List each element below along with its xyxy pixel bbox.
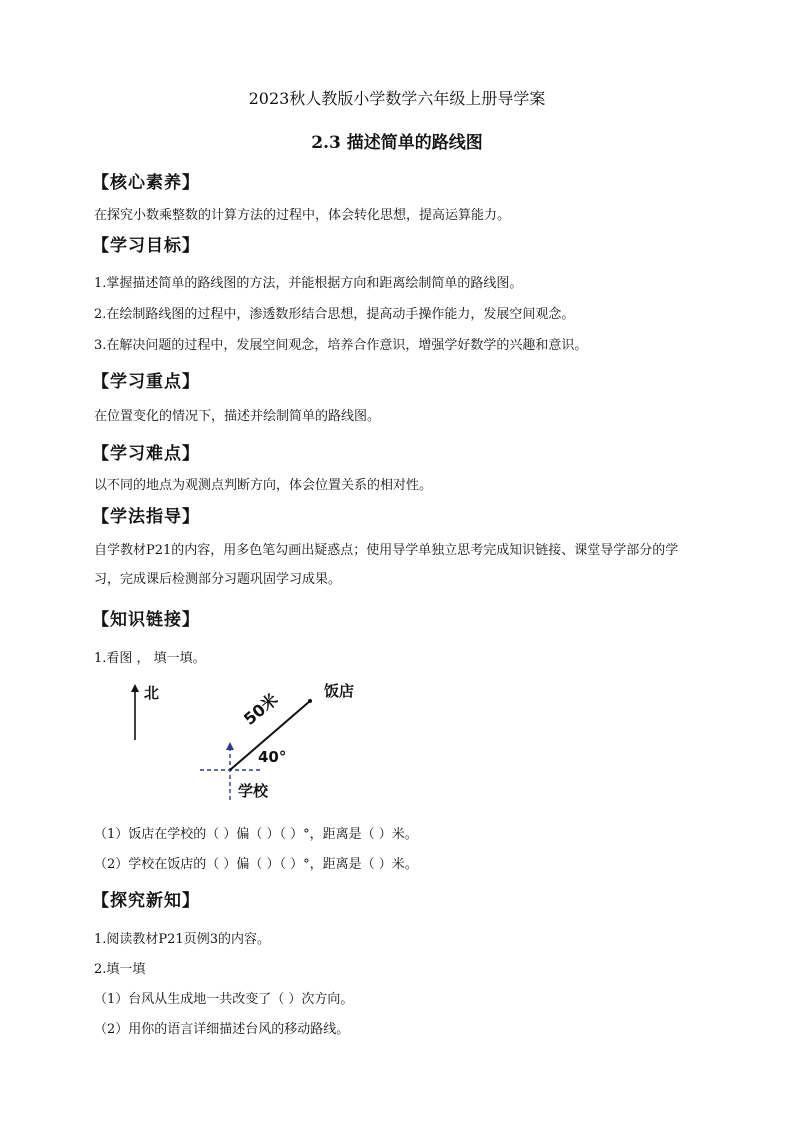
link-intro: 1.看图 ， 填一填。 (94, 651, 206, 666)
link-question-2: （2）学校在饭店的（ ）偏（ ）（ ）°，距离是（ ）米。 (94, 857, 418, 872)
north-label: 北 (144, 684, 160, 702)
explore-item-1: 1.阅读教材P21页例3的内容。 (94, 932, 270, 947)
core-text: 在探究小数乘整数的计算方法的过程中，体会转化思想，提高运算能力。 (94, 208, 511, 223)
school-label: 学校 (238, 782, 269, 800)
axis-arrow-head-icon (226, 742, 234, 750)
explore-item-4: （2）用你的语言详细描述台风的移动路线。 (94, 1022, 350, 1037)
lesson-title: 2.3 描述简单的路线图 (311, 133, 483, 153)
north-arrow-head-icon (131, 684, 139, 692)
heading-key: 【学习重点】 (92, 372, 200, 392)
heading-method: 【学法指导】 (92, 507, 200, 527)
goal-item-2: 2.在绘制路线图的过程中，渗透数形结合思想，提高动手操作能力，发展空间观念。 (94, 307, 575, 322)
link-question-1: （1）饭店在学校的（ ）偏（ ）（ ）°，距离是（ ）米。 (94, 827, 418, 842)
angle-label: 40° (258, 748, 287, 766)
heading-difficulty: 【学习难点】 (92, 444, 200, 464)
restaurant-label: 饭店 (324, 682, 355, 700)
key-text: 在位置变化的情况下，描述并绘制简单的路线图。 (94, 409, 381, 424)
explore-item-3: （1）台风从生成地一共改变了（ ）次方向。 (94, 992, 354, 1007)
heading-goals: 【学习目标】 (92, 236, 200, 256)
distance-label: 50米 (239, 689, 282, 729)
goal-item-1: 1.掌握描述简单的路线图的方法，并能根据方向和距离绘制简单的路线图。 (94, 276, 523, 291)
route-figure (120, 676, 380, 806)
document-title: 2023秋人教版小学数学六年级上册导学案 (248, 89, 546, 108)
method-text: 自学教材P21的内容，用多色笔勾画出疑惑点；使用导学单独立思考完成知识链接、课堂导学部分的学习，完成课后检测部分习题巩固学习成果。 (94, 543, 679, 587)
heading-link: 【知识链接】 (92, 610, 200, 630)
heading-core: 【核心素养】 (92, 173, 200, 193)
difficulty-text: 以不同的地点为观测点判断方向，体会位置关系的相对性。 (94, 478, 433, 493)
restaurant-point (308, 699, 312, 703)
goal-item-3: 3.在解决问题的过程中，发展空间观念，培养合作意识，增强学好数学的兴趣和意识。 (94, 338, 588, 353)
explore-item-2: 2.填一填 (94, 962, 146, 977)
heading-explore: 【探究新知】 (92, 891, 200, 911)
